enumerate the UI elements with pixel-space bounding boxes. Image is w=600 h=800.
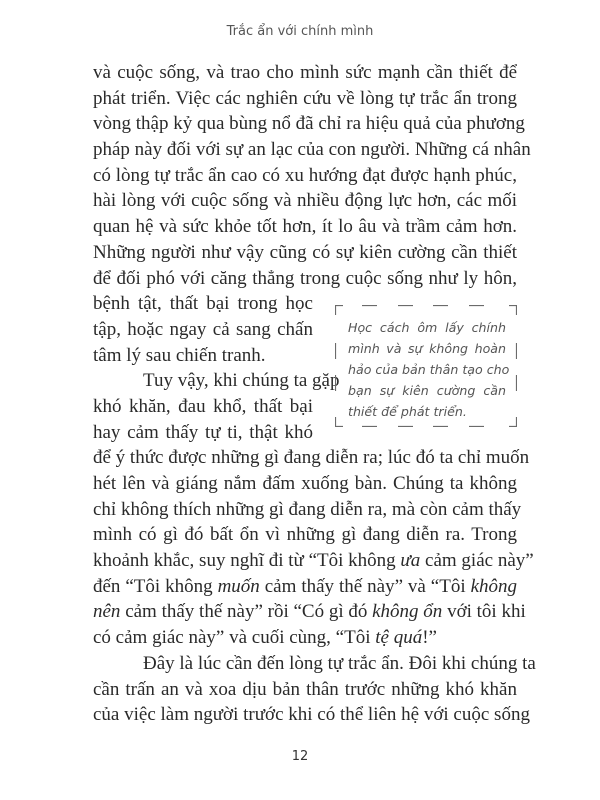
italic-text: nên [93,601,121,623]
text-line [93,522,517,548]
text-line [93,548,534,574]
text-run: Đây là lúc cần đến lòng tự trắc ẩn. Đôi khi chúng ta [143,652,536,674]
text-run: cảm giác này” [420,550,534,572]
page-number: 12 [291,749,309,764]
text-run: để đối phó với căng thẳng trong cuộc sống như ly hôn, [93,267,517,289]
text-line [93,368,340,394]
text-line [93,574,517,600]
text-run: hét lên và giáng nắm đấm xuống bàn. Chúng ta không [93,473,517,494]
text-run: khó khăn, đau khổ, thất bại [93,395,313,417]
text-run: mình có gì đó bất ổn vì những gì đang diễn ra. Trong [93,524,517,546]
pull-quote-line: bạn sự kiên cường cần [348,383,506,398]
pull-quote-line: thiết để phát triển. [348,404,467,419]
italic-text: không ổn [372,601,443,623]
text-line [93,214,517,240]
pull-quote-text [348,317,510,422]
text-run: cảm thấy thế này” rồi “Có gì đó [120,601,373,623]
text-line [93,394,313,420]
text-line [93,471,517,497]
text-line [93,163,517,189]
pull-quote-line: hảo của bản thân tạo cho [348,362,510,377]
italic-text: không [470,575,517,597]
text-run: !” [422,627,437,649]
text-run: của việc làm người trước khi có thể liên hệ với cuộc sống [93,704,530,726]
text-run: với tôi khi [442,601,526,623]
text-run: Những người như vậy cũng có sự kiên cường cần thiết [93,241,517,263]
text-run: quan hệ và sức khỏe tốt hơn, ít lo âu và trầm cảm hơn. [93,216,517,238]
running-header: Trắc ẩn với chính mình [226,24,374,39]
text-line [93,111,525,137]
text-run: cảm thấy thế này” và “Tôi [259,575,471,597]
pull-quote-line: mình và sự không hoàn [348,341,506,356]
text-line [93,343,313,369]
text-run: tâm lý sau chiến tranh. [93,344,266,366]
text-line [93,625,517,651]
text-run: khoảnh khắc, suy nghĩ đi từ “Tôi không [93,550,401,572]
text-run: vòng thập kỷ qua bùng nổ đã chỉ ra hiệu quả của phương [93,113,525,135]
text-run: và cuộc sống, và trao cho mình sức mạnh cần thiết để [93,62,517,83]
text-run: có cảm giác này” và cuối cùng, “Tôi [93,627,376,649]
text-line [93,599,526,625]
text-run: hay cảm thấy tự ti, thật khó [93,421,313,443]
text-line [93,137,531,163]
text-run: cần trấn an và xoa dịu bản thân trước những khó khăn [93,678,517,700]
text-line [93,188,517,214]
text-run: tập, hoặc ngay cả sang chấn [93,318,313,340]
text-line [93,317,313,343]
text-line [93,291,313,317]
text-run: pháp này đối với sự an lạc của con người. Những cá nhân [93,139,531,161]
pull-quote-box [335,305,517,427]
text-line [93,497,522,523]
text-line [93,60,517,86]
text-line [93,651,536,677]
text-line [93,240,517,266]
text-line [93,266,517,292]
italic-text: tệ quá [375,627,423,649]
text-line [93,420,313,446]
text-line [93,86,517,112]
text-line [93,702,530,728]
text-run: có lòng tự trắc ẩn cao có xu hướng đạt được hạnh phúc, [93,164,517,186]
italic-text: ưa [400,550,421,572]
text-run: phát triển. Việc các nghiên cứu về lòng tự trắc ẩn trong [93,87,517,109]
pull-quote-line: Học cách ôm lấy chính [348,320,506,335]
text-run: Tuy vậy, khi chúng ta gặp [143,370,340,392]
text-run: chỉ không thích những gì đang diễn ra, mà còn cảm thấy [93,498,522,520]
text-line [93,677,517,703]
text-run: để ý thức được những gì đang diễn ra; lúc đó ta chỉ muốn [93,447,530,469]
text-run: bệnh tật, thất bại trong học [93,293,313,315]
text-run: hài lòng với cuộc sống và nhiều động lực hơn, các mối [93,190,517,212]
italic-text: muốn [217,575,260,597]
text-line [93,445,530,471]
text-run: đến “Tôi không [93,575,218,597]
